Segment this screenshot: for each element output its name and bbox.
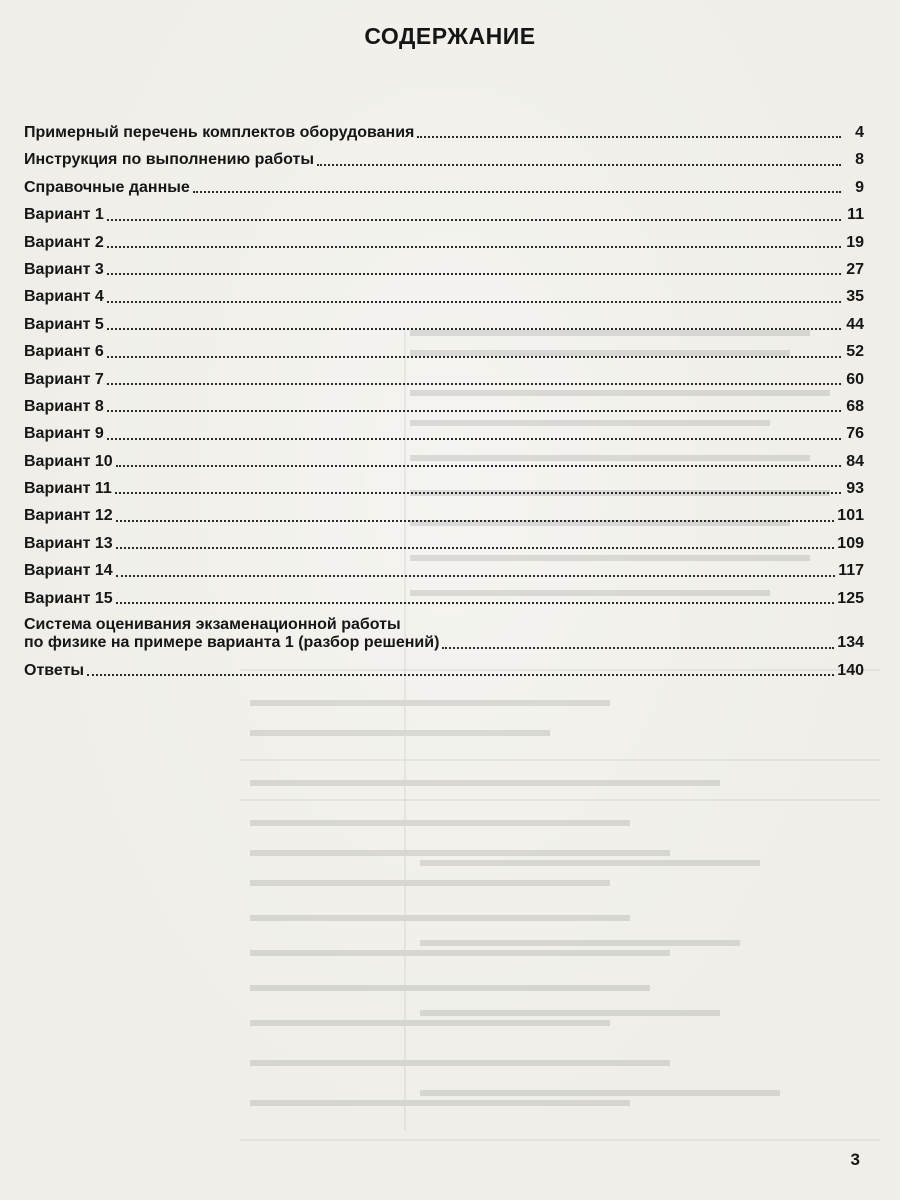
toc-entry-label: Вариант 6	[24, 343, 104, 361]
toc-leader	[107, 301, 841, 303]
toc-entry[interactable]	[24, 170, 864, 197]
toc-entry-label: Вариант 14	[24, 562, 113, 580]
toc-page-number: 60	[846, 370, 864, 388]
toc-entry-label: Вариант 9	[24, 425, 104, 443]
toc-entry[interactable]	[24, 444, 864, 471]
toc-entry[interactable]	[24, 115, 864, 142]
toc-page-number: 44	[846, 315, 864, 333]
toc-entry[interactable]	[24, 362, 864, 389]
toc-entry[interactable]	[24, 142, 864, 169]
toc-page-number: 134	[837, 634, 864, 652]
toc-entry-label: Справочные данные	[24, 178, 190, 196]
toc-leader	[87, 674, 834, 676]
page-title: СОДЕРЖАНИЕ	[364, 23, 536, 50]
toc-entry-label: Примерный перечень комплектов оборудования	[24, 124, 415, 141]
toc-leader	[116, 602, 835, 604]
toc-entry[interactable]	[24, 279, 864, 306]
toc-leader	[107, 219, 841, 221]
toc-entry-label: Инструкция по выполнению работы	[24, 151, 315, 169]
toc-entry-label: Вариант 4	[24, 288, 104, 306]
toc-leader	[107, 356, 841, 358]
toc-leader	[115, 492, 841, 494]
toc-entry[interactable]	[24, 252, 864, 279]
toc-entry-label-line2: по физике на примере варианта 1 (разбор решений)	[24, 634, 440, 652]
toc-entry-label: Вариант 5	[24, 315, 104, 333]
toc-page-number: 76	[846, 425, 864, 443]
toc-page-number: 109	[837, 534, 864, 552]
toc-entry-label: Вариант 3	[24, 260, 104, 278]
toc-entry[interactable]	[24, 307, 864, 334]
toc-entry-label: Вариант 8	[24, 397, 104, 415]
toc-page-number: 11	[847, 206, 864, 224]
toc-page-number: 9	[855, 178, 864, 196]
toc-entry-label-line1: Система оценивания экзаменационной работы	[24, 616, 401, 634]
toc-entry-label: Вариант 10	[24, 452, 113, 470]
toc-leader	[116, 575, 835, 577]
page-number: 3	[850, 1150, 860, 1169]
toc-entry-label: Вариант 1	[24, 206, 104, 224]
toc-page-number: 8	[855, 151, 864, 169]
toc-leader	[116, 520, 835, 522]
toc-page-number: 93	[846, 480, 864, 498]
toc-entry-answers[interactable]	[24, 653, 864, 680]
toc-page-number: 117	[838, 562, 864, 580]
toc-entry-label: Ответы	[24, 661, 85, 679]
toc-entry[interactable]	[24, 471, 864, 498]
table-of-contents	[24, 115, 864, 680]
toc-page-number: 140	[837, 661, 864, 679]
toc-leader	[417, 136, 841, 138]
toc-entry-label: Вариант 13	[24, 534, 113, 552]
toc-entry-label: Вариант 2	[24, 233, 104, 251]
toc-page-number: 84	[846, 452, 864, 470]
toc-leader	[116, 547, 835, 549]
toc-leader	[107, 328, 841, 330]
toc-page-number: 125	[837, 589, 864, 607]
toc-page-number: 101	[837, 507, 864, 525]
toc-entry[interactable]	[24, 581, 864, 608]
toc-entry[interactable]	[24, 498, 864, 525]
toc-entry[interactable]	[24, 197, 864, 224]
toc-entry[interactable]	[24, 416, 864, 443]
toc-leader	[107, 410, 841, 412]
toc-entry[interactable]	[24, 553, 864, 580]
toc-entry[interactable]	[24, 225, 864, 252]
toc-entry[interactable]	[24, 334, 864, 361]
toc-leader	[317, 164, 841, 166]
toc-leader	[107, 246, 841, 248]
toc-leader	[107, 273, 841, 275]
toc-leader	[107, 383, 841, 385]
toc-leader	[107, 438, 841, 440]
toc-page-number: 4	[855, 124, 864, 141]
toc-entry-label: Вариант 11	[24, 480, 112, 498]
toc-entry[interactable]	[24, 389, 864, 416]
toc-page-number: 27	[846, 260, 864, 278]
toc-entry-label: Вариант 7	[24, 370, 104, 388]
toc-entry[interactable]	[24, 526, 864, 553]
toc-entry-label: Вариант 12	[24, 507, 113, 525]
toc-page-number: 35	[846, 288, 864, 306]
toc-entry-line2	[24, 634, 864, 652]
toc-page-number: 19	[846, 233, 864, 251]
toc-entry-grading-system[interactable]	[24, 608, 864, 653]
toc-entry-label: Вариант 15	[24, 589, 113, 607]
toc-leader	[193, 191, 841, 193]
toc-page-number: 52	[846, 343, 864, 361]
toc-page-number: 68	[846, 397, 864, 415]
toc-leader	[442, 647, 834, 649]
toc-leader	[116, 465, 841, 467]
